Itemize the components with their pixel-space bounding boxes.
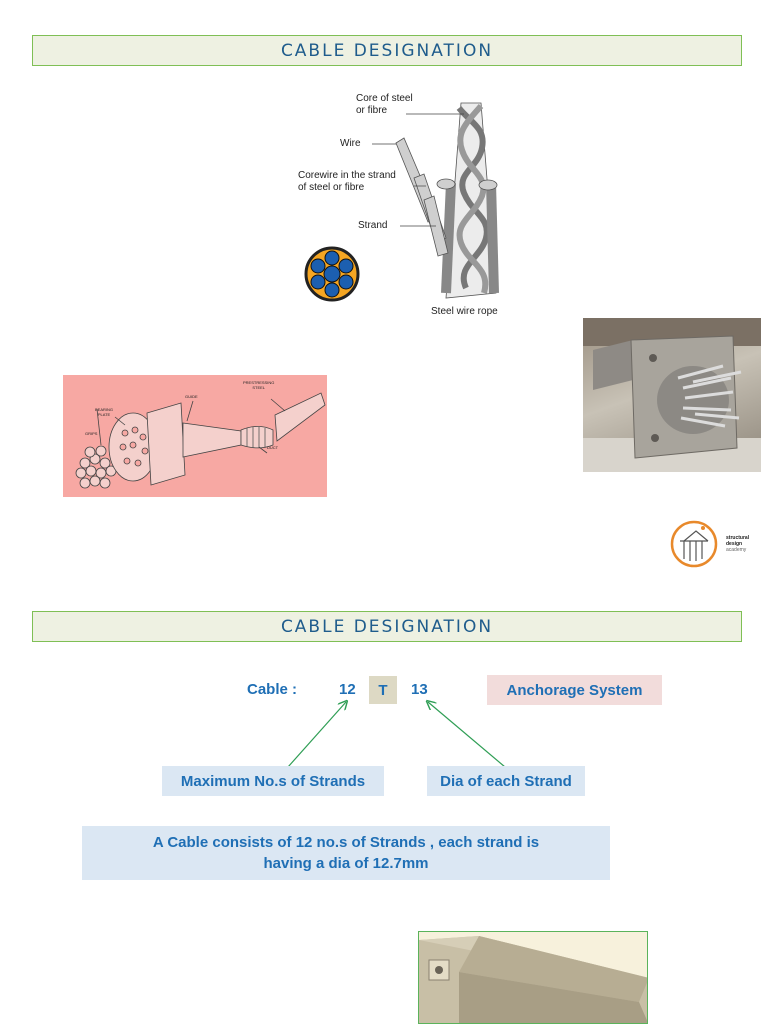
arrow-to-12 [288, 702, 346, 767]
label-wire: Wire [340, 138, 361, 149]
slide-title-2: CABLE DESIGNATION [32, 611, 742, 642]
arrow-to-13 [428, 702, 505, 767]
cable-description: A Cable consists of 12 no.s of Strands , each strand is having a dia of 12.7mm [82, 826, 610, 880]
label-prestressing-steel: PRESTRESSING STEEL [243, 380, 275, 390]
logo-text-3: academy [726, 547, 747, 553]
slide-title: CABLE DESIGNATION [32, 35, 742, 66]
num-strands-code: 12 [339, 681, 356, 698]
label-guide: GUIDE [185, 394, 198, 399]
anchorage-system-label: Anchorage System [487, 675, 662, 705]
cable-label: Cable : [247, 681, 298, 698]
anchor-block-drawing [419, 932, 648, 1024]
label-bearing-plate: BEARING PLATE [95, 407, 114, 417]
label-core: Core of steel or fibre [356, 93, 413, 116]
max-strands-label: Maximum No.s of Strands [162, 766, 384, 796]
label-grips: GRIPS [85, 431, 98, 436]
dia-each-strand-label: Dia of each Strand [427, 766, 585, 796]
label-corewire: Corewire in the strand of steel or fibre [298, 170, 396, 193]
dia-code: 13 [411, 681, 428, 698]
type-letter-box: T [369, 676, 397, 704]
logo-text-1: structural [726, 535, 750, 541]
anchor-block-image [418, 931, 648, 1024]
label-rope-caption: Steel wire rope [431, 306, 498, 317]
label-strand: Strand [358, 220, 388, 231]
logo-text-2: design [726, 541, 743, 547]
label-duct: DUCT [267, 445, 279, 450]
